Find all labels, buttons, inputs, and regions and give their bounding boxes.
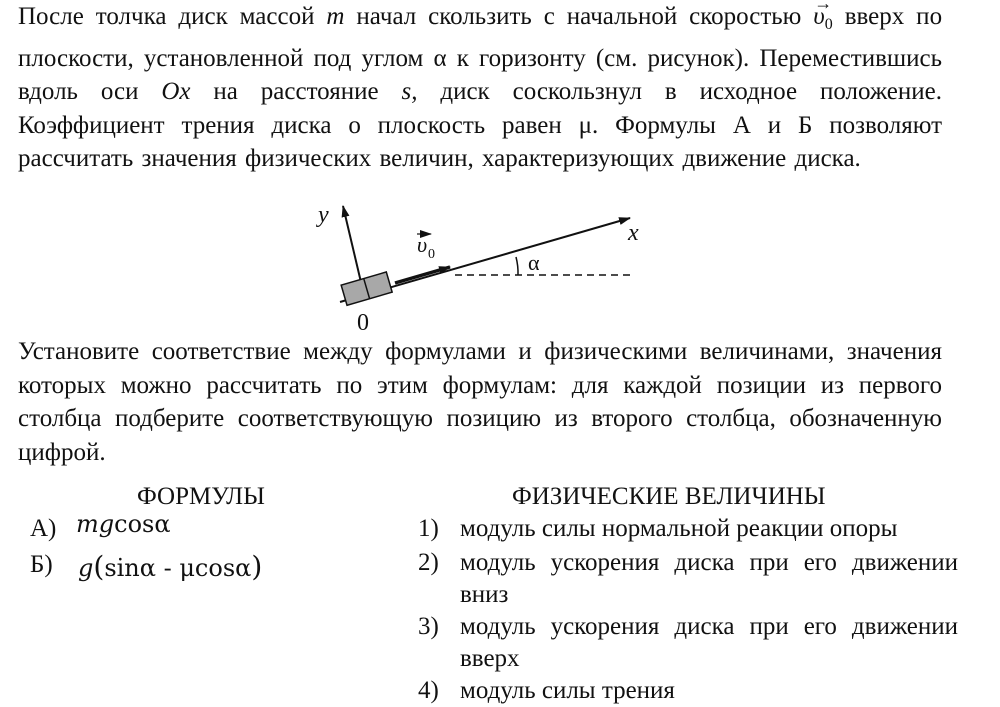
- statement-part-5: диск соскользнул в исходное положение. Коэффициент трения диска о плоскость равен μ. Формулы А и Б позволяют рассчитать значения физических величин, характеризующих движение диска.: [18, 78, 942, 172]
- formula-b: g(sinα - μcosα): [78, 550, 263, 583]
- velocity-arrow: [395, 267, 450, 283]
- y-label: y: [318, 202, 329, 228]
- task-instruction: Установите соответствие между формулами и физическими величинами, значения которых можно рассчитать по этим формулам: для каждой позиции из первого столбца подберите соответствующую позицию из второго столбца, обозначенную цифрой.: [18, 338, 942, 466]
- quantities-header: ФИЗИЧЕСКИЕ ВЕЛИЧИНЫ: [512, 483, 826, 510]
- velocity-symbol: → $\upsilon_0$: [813, 0, 832, 42]
- velocity-label-subscript: 0: [428, 247, 435, 262]
- distance-symbol: s,: [401, 78, 418, 105]
- x-label: x: [628, 220, 639, 246]
- statement-part-1: После толчка диск массой: [18, 3, 315, 30]
- statement-part-4: на расстояние: [213, 78, 379, 105]
- disk-block: [341, 272, 392, 305]
- origin-label: 0: [357, 310, 369, 335]
- problem-statement: [18, 0, 942, 176]
- statement-part-2: начал скользить с начальной скоростью: [356, 3, 802, 30]
- formula-label-b: Б): [30, 551, 53, 578]
- quantity-number-2: 2): [418, 549, 439, 576]
- quantity-text-4: модуль силы трения: [460, 677, 675, 704]
- quantity-text-3: модуль ускорения диска при его движении вверх: [460, 613, 958, 672]
- quantity-number-4: 4): [418, 677, 439, 704]
- formula-a: mgcosα: [76, 510, 171, 538]
- angle-arc: [516, 257, 518, 275]
- alpha-label: α: [528, 250, 540, 275]
- quantity-text-2: модуль ускорения диска при его движении вниз: [460, 549, 958, 608]
- mass-symbol: m: [326, 3, 345, 30]
- inclined-plane-figure: [300, 200, 670, 335]
- velocity-label: υ: [417, 232, 428, 257]
- statement-part-3: вверх по плоскости, установленной под углом α к горизонту (см. рисунок). Переместившись вдоль оси: [18, 3, 943, 105]
- quantity-text-1: модуль силы нормальной реакции опоры: [460, 515, 898, 542]
- formula-label-a: А): [30, 515, 57, 542]
- quantity-number-3: 3): [418, 613, 439, 640]
- quantity-number-1: 1): [418, 515, 439, 542]
- axis-symbol: Ox: [161, 78, 191, 105]
- formulas-header: ФОРМУЛЫ: [137, 483, 265, 510]
